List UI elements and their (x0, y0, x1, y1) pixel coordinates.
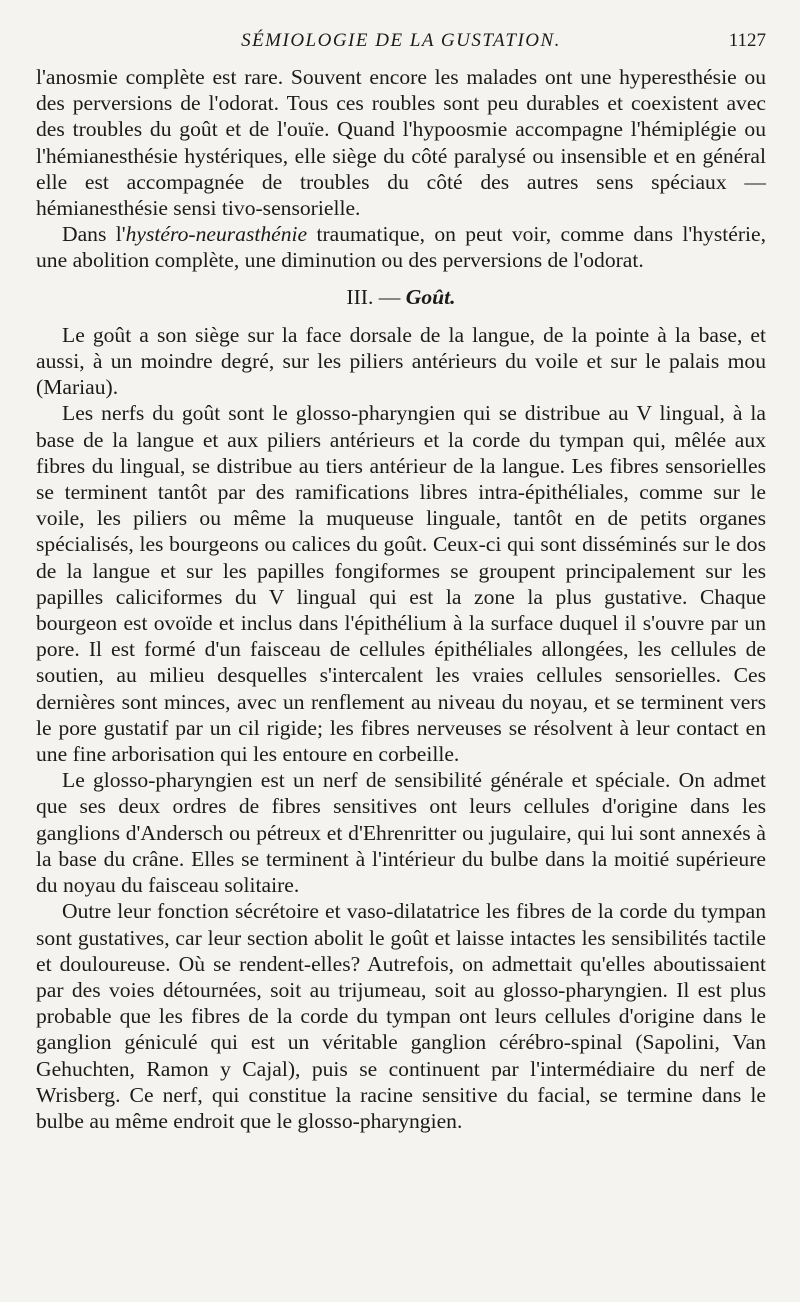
paragraph-anosmie: l'anosmie complète est rare. Souvent encore les malades ont une hyperesthésie ou des perversions de l'odorat. Tous ces roubles sont peu durables et coexistent avec des troubles du goût et de l'ouïe. Quand l'hypoosmie accompagne l'hémiplégie ou l'hémianesthésie hystériques, elle siège du côté paralysé ou insensible et en général elle est accompagnée de troubles du côté des autres sens spéciaux — hémianesthésie sensi tivo-sensorielle. (36, 65, 766, 221)
section-heading (36, 284, 766, 310)
paragraph-corde-du-tympan: Outre leur fonction sécrétoire et vaso-dilatatrice les fibres de la corde du tympan sont gustatives, car leur section abolit le goût et laisse intactes les sensibilités tactile et douloureuse. Où se rendent-elles? Autrefois, on admettait qu'elles aboutissaient par des voies détournées, soit au trijumeau, soit au glosso-pharyngien. Il est plus probable que les fibres de la corde du tympan ont leurs cellules d'origine dans le ganglion géniculé qui est un véritable ganglion cérébro-spinal (Sapolini, Van Gehuchten, Ramon y Cajal), puis se continuent par l'intermédiaire du nerf de Wrisberg. Ce nerf, qui constitue la racine sensitive du facial, se termine dans le bulbe au même endroit que le glosso-pharyngien. (36, 899, 766, 1133)
paragraph-nerfs-du-gout: Les nerfs du goût sont le glosso-pharyngien qui se distribue au V lingual, à la base de la langue et aux piliers antérieurs et la corde du tympan qui, mêlée aux fibres du lingual, se distribue au tiers antérieur de la langue. Les fibres sensorielles se terminent tantôt par des ramifications libres intra-épithéliales, comme sur le voile, les piliers ou même la muqueuse linguale, tantôt en de petits organes spécialisés, les bourgeons ou calices du goût. Ceux-ci qui sont disséminés sur le dos de la langue et sur les papilles fongiformes se groupent principalement sur les papilles caliciformes du V lingual qui est la zone la plus gustative. Chaque bourgeon est ovoïde et inclus dans l'épithélium à la surface duquel il s'ouvre par un pore. Il est formé d'un faisceau de cellules épithéliales allongées, les cellules de soutien, au milieu desquelles s'intercalent les vraies cellules sensorielles. Ces dernières sont minces, avec un renflement au niveau du noyau, et se terminent vers le pore gustatif par un cil rigide; les fibres nerveuses se résolvent à leur contact en une fine arborisation qui les entoure en corbeille. (36, 401, 766, 767)
section-number: III. — (346, 284, 401, 309)
paragraph-text: traumatique, on peut voir, comme dans l'hystérie, une abolition complète, une diminution ou des perversions de l'odorat. (36, 222, 766, 273)
italic-term: hystéro-neurasthénie (125, 222, 308, 247)
section-title: Goût. (405, 284, 456, 309)
paragraph-siege-du-gout: Le goût a son siège sur la face dorsale de la langue, de la pointe à la base, et aussi, à un moindre degré, sur les piliers antérieurs du voile et sur le palais mou (Mariau). (36, 322, 766, 400)
page-number: 1127 (728, 30, 766, 51)
paragraph-glosso-pharyngien: Le glosso-pharyngien est un nerf de sensibilité générale et spéciale. On admet que ses deux ordres de fibres sensitives ont leurs cellules d'origine dans les ganglions d'Andersch ou pétreux et d'Ehrenritter ou jugulaire, qui lui sont annexés à la base du crâne. Elles se terminent à l'intérieur du bulbe dans la moitié supérieure du noyau du faisceau solitaire. (36, 768, 766, 898)
paragraph-text: Dans l' (62, 222, 126, 247)
running-head (36, 30, 766, 56)
body-text (36, 64, 766, 1134)
running-title: SÉMIOLOGIE DE LA GUSTATION. (241, 30, 561, 51)
paragraph-hystero-neurasthenie (36, 221, 766, 273)
